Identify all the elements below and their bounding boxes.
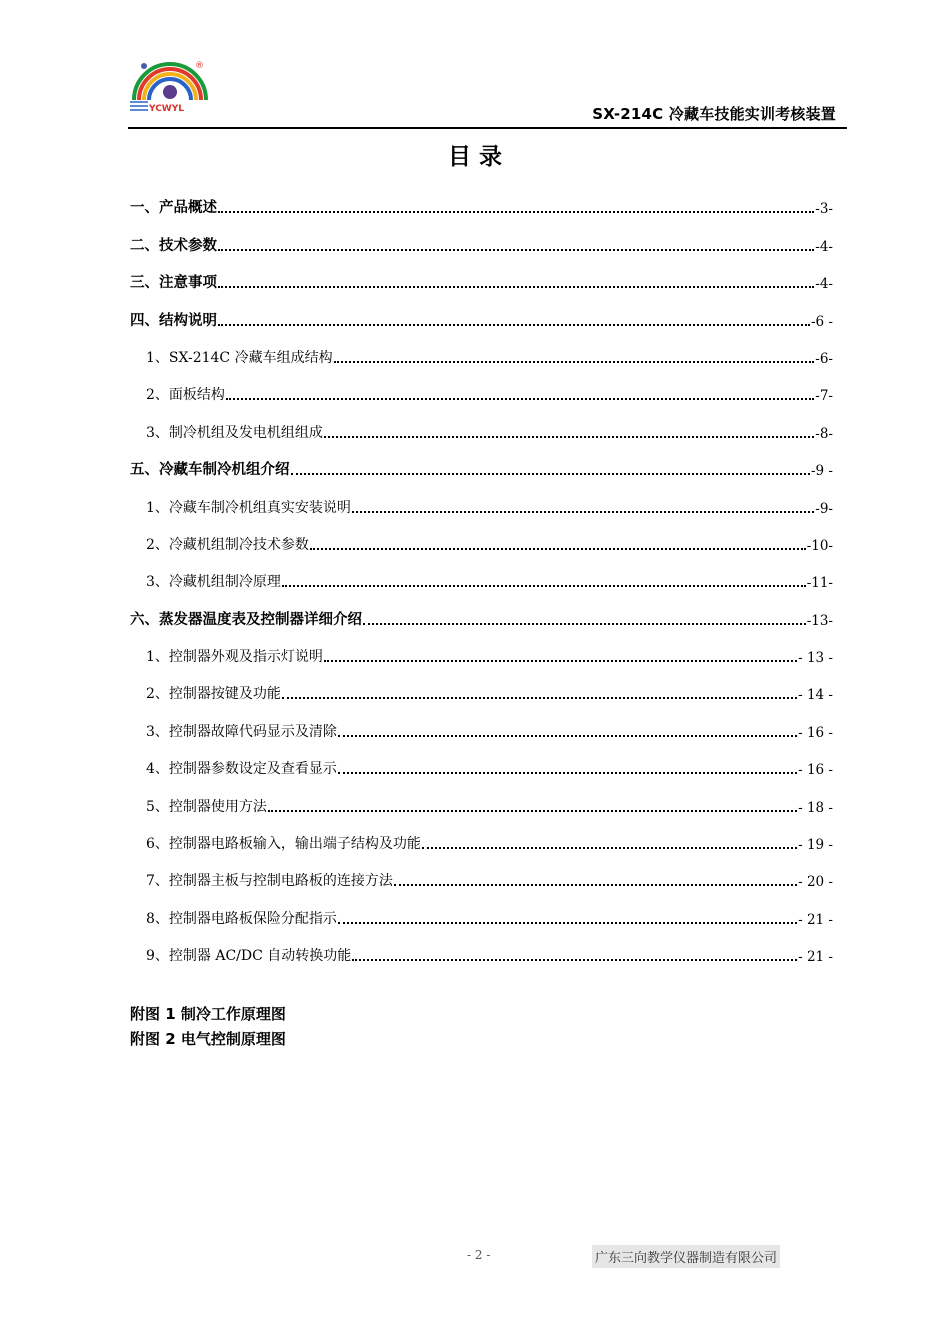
toc-entry-page: - 21 - [798,949,833,966]
toc-dot-leader [338,771,797,774]
toc-entry[interactable] [130,292,833,329]
toc-entry-page: -7- [815,388,833,405]
toc-entry-page: -11- [806,575,833,592]
logo-text: YCWYL [149,104,184,114]
toc-entry-page: -10- [806,537,833,554]
toc-entry[interactable] [130,816,833,853]
toc-entry-page: - 16 - [798,724,833,741]
page-number: - 2 - [467,1248,491,1262]
toc-entry-page: - 19 - [798,837,833,854]
toc-entry[interactable] [130,180,833,217]
toc-entry-label: 五、冷藏车制冷机组介绍 [130,462,290,479]
toc-dot-leader [226,397,814,400]
toc-entry[interactable] [130,853,833,890]
toc-dot-leader [282,584,806,587]
toc-entry-page: - 13 - [798,650,833,667]
toc-entry-label: 3、控制器故障代码显示及清除 [146,723,337,740]
toc-entry-label: 1、SX-214C 冷藏车组成结构 [146,349,333,366]
toc-entry-label: 5、控制器使用方法 [146,798,267,815]
document-title: SX-214C 冷藏车技能实训考核装置 [592,105,836,123]
toc-entry[interactable] [130,217,833,254]
toc-entry-label: 3、制冷机组及发电机组组成 [146,424,323,441]
toc-entry[interactable] [130,442,833,479]
toc-entry[interactable] [130,928,833,965]
toc-entry-label: 2、面板结构 [146,387,225,404]
toc-entry-label: 6、控制器电路板输入，输出端子结构及功能 [146,836,421,853]
toc-entry[interactable] [130,666,833,703]
toc-entry-label: 8、控制器电路板保险分配指示 [146,910,337,927]
toc-entry-page: - 16 - [798,762,833,779]
toc-entry[interactable] [130,479,833,516]
toc-entry[interactable] [130,591,833,628]
toc-entry[interactable] [130,703,833,740]
toc-entry-page: -13- [806,612,833,629]
company-name: 广东三向教学仪器制造有限公司 [592,1245,780,1268]
toc-dot-leader [338,921,797,924]
toc-entry-label: 2、控制器按键及功能 [146,686,281,703]
toc-entry[interactable] [130,517,833,554]
toc-entry-label: 4、控制器参数设定及查看显示 [146,761,337,778]
toc-entry-label: 1、控制器外观及指示灯说明 [146,649,323,666]
toc-entry-page: - 18 - [798,799,833,816]
toc-entry-page: -6- [815,350,833,367]
toc-dot-leader [324,659,797,662]
toc-entry[interactable] [130,554,833,591]
toc-entry-label: 二、技术参数 [130,237,217,254]
toc-dot-leader [218,210,814,213]
toc-dot-leader [394,883,797,886]
toc-dot-leader [422,846,797,849]
toc-dot-leader [218,285,814,288]
toc-entry-label: 三、注意事项 [130,275,217,292]
toc-dot-leader [218,248,814,251]
toc-entry-label: 9、控制器 AC/DC 自动转换功能 [146,948,352,965]
toc-dot-leader [291,472,810,475]
toc-entry-page: - 14 - [798,687,833,704]
toc-dot-leader [338,734,797,737]
toc-entry-label: 1、冷藏车制冷机组真实安装说明 [146,499,351,516]
toc-entry[interactable] [130,367,833,404]
toc-entry-page: - 20 - [798,874,833,891]
toc-entry[interactable] [130,741,833,778]
rainbow-logo-icon [128,56,220,116]
toc-entry[interactable] [130,629,833,666]
toc-entry-label: 四、结构说明 [130,312,217,329]
appendix-list [130,1002,286,1052]
toc-entry-label: 3、冷藏机组制冷原理 [146,574,281,591]
toc-entry-page: - 21 - [798,911,833,928]
toc-entry-label: 六、蒸发器温度表及控制器详细介绍 [130,611,362,628]
toc-entry-page: -9- [815,500,833,517]
toc-dot-leader [352,510,814,513]
toc-dot-leader [352,958,797,961]
toc-heading: 目 录 [447,144,502,170]
toc-dot-leader [363,622,806,625]
company-logo [128,56,220,116]
toc-dot-leader [310,547,806,550]
registered-mark: ® [195,61,204,71]
toc-dot-leader [268,809,797,812]
toc-entry-label: 2、冷藏机组制冷技术参数 [146,536,309,553]
toc-dot-leader [324,435,814,438]
toc-entry[interactable] [130,890,833,927]
toc-dot-leader [334,360,815,363]
toc-entry[interactable] [130,255,833,292]
toc-entry-page: -6 - [810,313,833,330]
toc-entry-page: -4- [815,238,833,255]
toc-entry-page: -4- [815,276,833,293]
toc-entry-label: 一、产品概述 [130,200,217,217]
toc-entry-page: -9 - [810,463,833,480]
table-of-contents [130,180,833,965]
appendix-item-1: 附图 1 制冷工作原理图 [130,1005,286,1023]
toc-entry-page: -3- [815,201,833,218]
toc-dot-leader [282,696,797,699]
toc-entry[interactable] [130,330,833,367]
toc-entry-page: -8- [815,425,833,442]
toc-entry-label: 7、控制器主板与控制电路板的连接方法 [146,873,393,890]
header-divider [128,127,847,129]
appendix-item-2: 附图 2 电气控制原理图 [130,1030,286,1048]
toc-entry[interactable] [130,404,833,441]
toc-dot-leader [218,323,810,326]
toc-entry[interactable] [130,778,833,815]
